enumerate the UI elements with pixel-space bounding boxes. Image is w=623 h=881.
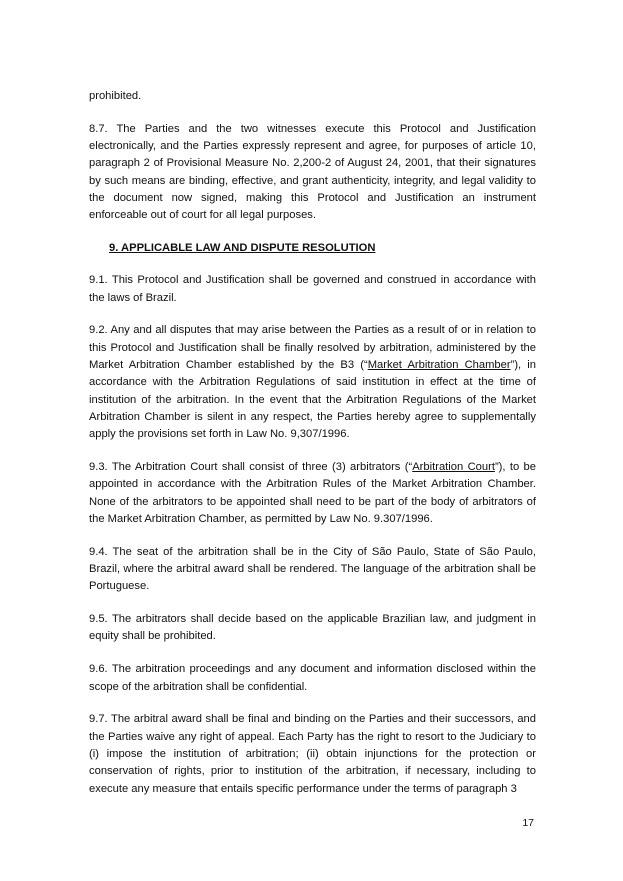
paragraph-9-1: 9.1. This Protocol and Justification shall be governed and construed in accordance with the laws of Brazil. <box>89 274 536 304</box>
paragraph-9-7: 9.7. The arbitral award shall be final and binding on the Parties and their successors, and the Parties waive any right of appeal. Each Party has the right to resort to the Judiciary to (i) impose the institution of arbitration; (ii) obtain injunctions for the protection or conservation of rights, prior to institution of the arbitration, if necessary, including to execute any measure that entails specific performance under the terms of paragraph 3 <box>89 713 536 795</box>
paragraph-9-4: 9.4. The seat of the arbitration shall be in the City of São Paulo, State of São Paulo, Brazil, where the arbitral award shall be rendered. The language of the arbitration shall be Portuguese. <box>89 545 536 593</box>
section-heading: 9. APPLICABLE LAW AND DISPUTE RESOLUTION <box>109 242 376 255</box>
paragraph-9-2 <box>89 322 536 443</box>
defined-term-arbitration-court: Arbitration Court <box>412 461 495 474</box>
page-number: 17 <box>522 817 534 829</box>
paragraph-9-5: 9.5. The arbitrators shall decide based on the applicable Brazilian law, and judgment in equity shall be prohibited. <box>89 613 536 643</box>
paragraph-8-7: 8.7. The Parties and the two witnesses execute this Protocol and Justification electronically, and the Parties expressly represent and agree, for purposes of article 10, paragraph 2 of Provisional Measure No. 2,200-2 of August 24, 2001, that their signatures by such means are binding, effective, and grant authenticity, integrity, and legal validity to the document now signed, making this Protocol and Justification an instrument enforceable out of court for all legal purposes. <box>89 122 536 222</box>
paragraph-9-3-text-after: ”), to be appointed in accordance with the Arbitration Rules of the Market Arbitration Chamber. None of the arbitrators to be appointed shall need to be part of the body of arbitrators of the Market Arbitration Chamber, as permitted by Law No. 9.307/1996. <box>89 461 536 525</box>
paragraph-9-2-text-after: ”), in accordance with the Arbitration Regulations of said institution in effect at the time of institution of the arbitration. In the event that the Arbitration Regulations of the Market Arbitration Chamber is silent in any respect, the Parties hereby agree to supplementally apply the provisions set forth in Law No. 9,307/1996. <box>89 359 537 441</box>
paragraph-9-6: 9.6. The arbitration proceedings and any document and information disclosed within the scope of the arbitration shall be confidential. <box>89 663 536 693</box>
paragraph-prohibited: prohibited. <box>89 90 142 102</box>
defined-term-market-arbitration-chamber: Market Arbitration Chamber <box>367 359 511 372</box>
document-body <box>89 88 536 813</box>
paragraph-9-3 <box>89 459 536 528</box>
paragraph-9-3-text-before: 9.3. The Arbitration Court shall consist of three (3) arbitrators (“ <box>89 461 413 474</box>
paragraph-9-2-text-before: 9.2. Any and all disputes that may arise between the Parties as a result of or in relation to this Protocol and Justification shall be finally resolved by arbitration, administered by the Market Arbitration Chamber established by the B3 (“ <box>89 324 536 372</box>
